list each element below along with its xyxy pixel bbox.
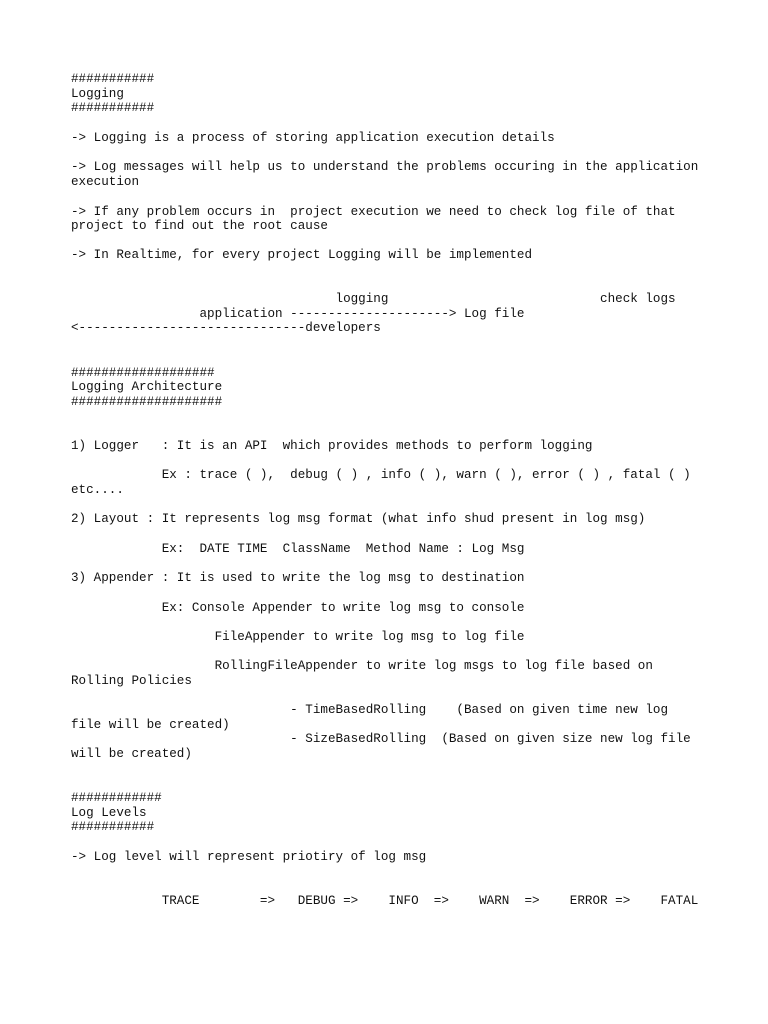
paragraph-line: execution: [71, 175, 140, 189]
paragraph-line: -> Logging is a process of storing application execution details: [71, 131, 555, 145]
log-levels-heading-rule-bottom: ###########: [71, 820, 155, 834]
log-levels-heading: Log Levels: [71, 806, 147, 820]
paragraph-line: 3) Appender : It is used to write the log msg to destination: [71, 571, 525, 585]
log-level-order-line: TRACE => DEBUG => INFO => WARN => ERROR => FATAL: [71, 894, 699, 908]
paragraph-line: Rolling Policies: [71, 674, 192, 688]
flow-diagram-line: application ---------------------> Log file: [71, 307, 525, 321]
paragraph-line: will be created): [71, 747, 192, 761]
logging-heading-rule-bottom: ###########: [71, 101, 155, 115]
architecture-heading-rule-bottom: ####################: [71, 395, 223, 409]
paragraph-line: file will be created): [71, 718, 230, 732]
paragraph-line: 1) Logger : It is an API which provides methods to perform logging: [71, 439, 593, 453]
paragraph-line: -> Log messages will help us to understand the problems occuring in the application: [71, 160, 699, 174]
paragraph-line: project to find out the root cause: [71, 219, 328, 233]
paragraph-line: -> If any problem occurs in project execution we need to check log file of that: [71, 205, 676, 219]
paragraph-line: 2) Layout : It represents log msg format (what info shud present in log msg): [71, 512, 646, 526]
paragraph-line: -> Log level will represent priotiry of log msg: [71, 850, 427, 864]
logging-heading-rule-top: ###########: [71, 72, 155, 86]
paragraph-line: FileAppender to write log msg to log file: [71, 630, 525, 644]
logging-heading: Logging: [71, 87, 124, 101]
paragraph-line: Ex: Console Appender to write log msg to console: [71, 601, 525, 615]
flow-diagram-line: <------------------------------developers: [71, 321, 381, 335]
architecture-heading: Logging Architecture: [71, 380, 223, 394]
paragraph-line: -> In Realtime, for every project Logging will be implemented: [71, 248, 533, 262]
paragraph-line: - TimeBasedRolling (Based on given time new log: [71, 703, 669, 717]
paragraph-line: RollingFileAppender to write log msgs to log file based on: [71, 659, 653, 673]
paragraph-line: Ex : trace ( ), debug ( ) , info ( ), warn ( ), error ( ) , fatal ( ): [71, 468, 691, 482]
paragraph-line: etc....: [71, 483, 124, 497]
flow-diagram-line: logging check logs: [71, 292, 676, 306]
log-levels-heading-rule-top: ############: [71, 791, 162, 805]
paragraph-line: Ex: DATE TIME ClassName Method Name : Log Msg: [71, 542, 525, 556]
architecture-heading-rule-top: ###################: [71, 366, 215, 380]
paragraph-line: - SizeBasedRolling (Based on given size new log file: [71, 732, 691, 746]
